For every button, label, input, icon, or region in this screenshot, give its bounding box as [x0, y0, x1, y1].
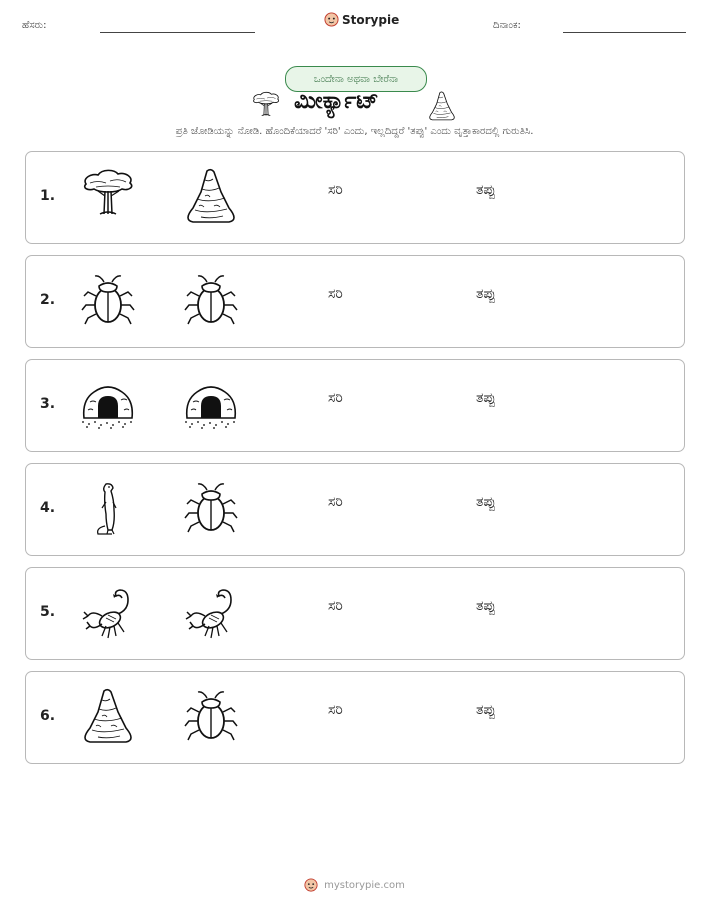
- answer-same-option[interactable]: ಸರಿ: [328, 494, 343, 510]
- exercise-number: 5.: [40, 604, 56, 620]
- worksheet-type-badge: ಒಂದೇನಾ ಅಥವಾ ಬೇರೆನಾ: [285, 66, 427, 92]
- tree-icon: [250, 90, 282, 122]
- termite-mound-icon: [426, 90, 458, 122]
- answer-different-option[interactable]: ತಪ್ಪು: [476, 598, 496, 614]
- instructions: ಪ್ರತಿ ಜೋಡಿಯನ್ನು ನೋಡಿ. ಹೊಂದಿಕೆಯಾದರೆ 'ಸರಿ' ಎಂದು, ಇಲ್ಲದಿದ್ದರೆ 'ತಪ್ಪು' ಎಂದು ವೃತ್ತಾಕಾರದಲ್ಲಿ ಗುರುತಿಸಿ.: [175, 126, 534, 137]
- page-title: ಮೀರ್ಕ್ಯಾಟ್: [294, 88, 379, 114]
- exercise-card: [25, 671, 685, 764]
- worksheet-header: [0, 0, 709, 50]
- scorpion-icon: [181, 582, 241, 642]
- answer-same-option[interactable]: ಸರಿ: [328, 390, 343, 406]
- exercise-card: [25, 255, 685, 348]
- termite-mound-icon: [78, 686, 138, 746]
- beetle-icon: [78, 270, 138, 330]
- footer-url: mystorypie.com: [324, 879, 405, 891]
- exercise-card: [25, 359, 685, 452]
- brand-logo: [324, 12, 399, 27]
- answer-different-option[interactable]: ತಪ್ಪು: [476, 390, 496, 406]
- scorpion-icon: [78, 582, 138, 642]
- burrow-icon: [78, 374, 138, 434]
- answer-different-option[interactable]: ತಪ್ಪು: [476, 286, 496, 302]
- title-row: [0, 88, 709, 124]
- exercise-card: [25, 567, 685, 660]
- exercise-number: 1.: [40, 188, 56, 204]
- exercise-number: 4.: [40, 500, 56, 516]
- exercise-number: 6.: [40, 708, 56, 724]
- storypie-logo-icon: [304, 878, 318, 892]
- answer-different-option[interactable]: ತಪ್ಪು: [476, 494, 496, 510]
- name-line[interactable]: [100, 32, 255, 33]
- termite-mound-icon: [181, 166, 241, 226]
- brand-name: Storypie: [342, 12, 400, 27]
- beetle-icon: [181, 478, 241, 538]
- answer-same-option[interactable]: ಸರಿ: [328, 182, 343, 198]
- tree-icon: [78, 166, 138, 226]
- exercise-number: 2.: [40, 292, 56, 308]
- exercise-number: 3.: [40, 396, 56, 412]
- answer-same-option[interactable]: ಸರಿ: [328, 702, 343, 718]
- exercise-card: [25, 151, 685, 244]
- beetle-icon: [181, 270, 241, 330]
- storypie-logo-icon: [324, 12, 339, 27]
- answer-same-option[interactable]: ಸರಿ: [328, 286, 343, 302]
- meerkat-icon: [78, 478, 138, 538]
- burrow-icon: [181, 374, 241, 434]
- answer-same-option[interactable]: ಸರಿ: [328, 598, 343, 614]
- beetle-icon: [181, 686, 241, 746]
- footer: [0, 878, 709, 892]
- date-label: ದಿನಾಂಕ:: [493, 20, 521, 31]
- date-line[interactable]: [563, 32, 686, 33]
- answer-different-option[interactable]: ತಪ್ಪು: [476, 702, 496, 718]
- exercise-card: [25, 463, 685, 556]
- name-label: ಹೆಸರು:: [22, 20, 47, 31]
- answer-different-option[interactable]: ತಪ್ಪು: [476, 182, 496, 198]
